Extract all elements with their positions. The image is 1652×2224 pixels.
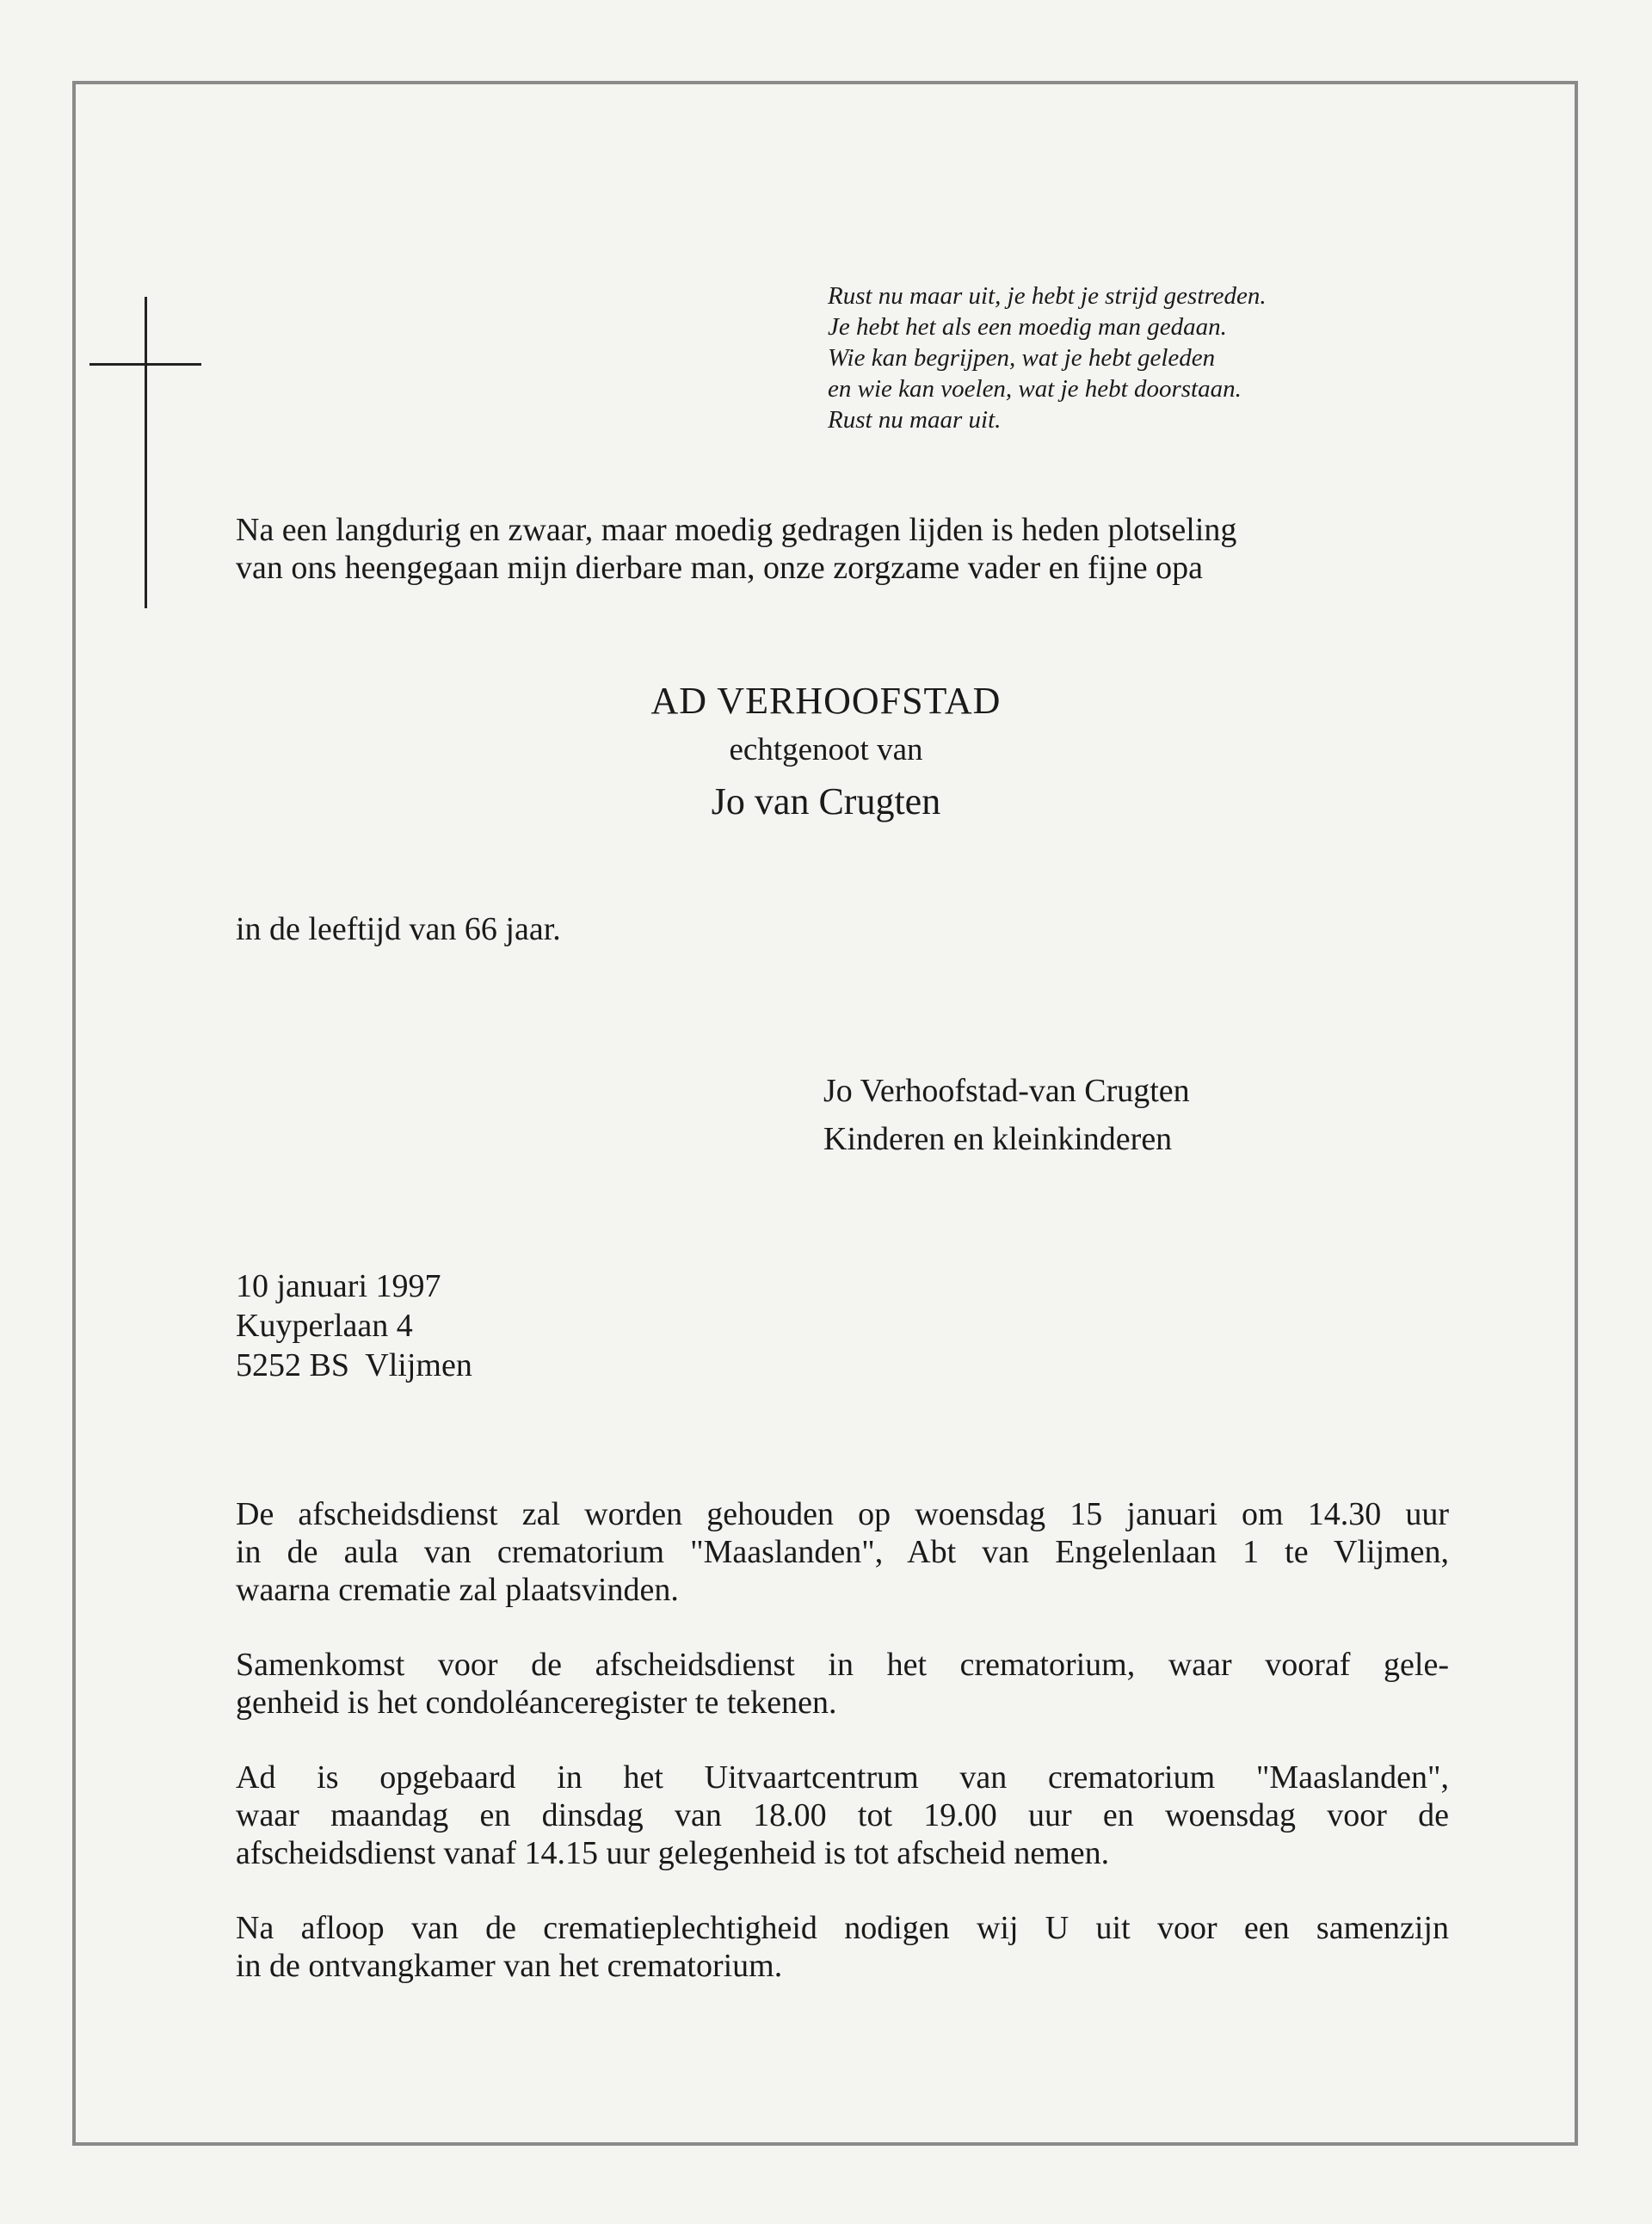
paragraph-line: Ad is opgebaard in het Uitvaartcentrum van crematorium "Maaslanden", <box>236 1759 1449 1796</box>
paragraph-line: De afscheidsdienst zal worden gehouden op woensdag 15 januari om 14.30 uur <box>236 1496 1449 1532</box>
relation-label: echtgenoot van <box>729 732 923 767</box>
paragraph-line: waarna crematie zal plaatsvinden. <box>236 1572 679 1608</box>
announcement-intro <box>236 511 1236 587</box>
signatory: Kinderen en kleinkinderen <box>823 1121 1173 1157</box>
signatories <box>823 1067 1190 1163</box>
poem <box>828 280 1267 435</box>
age-text: in de leeftijd van 66 jaar. <box>236 911 561 947</box>
poem-line: Wie kan begrijpen, wat je hebt geleden <box>828 344 1216 372</box>
paragraph-line: Na afloop van de crematieplechtigheid nodigen wij U uit voor een samenzijn <box>236 1910 1449 1946</box>
gathering-paragraph <box>236 1646 1449 1722</box>
poem-line: Je hebt het als een moedig man gedaan. <box>828 313 1227 341</box>
cross-icon-bar <box>89 363 201 366</box>
date: 10 januari 1997 <box>236 1268 441 1304</box>
deceased-name: AD VERHOOFSTAD <box>650 680 1002 722</box>
service-details <box>236 1495 1449 2022</box>
paragraph-line: in de aula van crematorium "Maaslanden", Abt van Engelenlaan 1 te Vlijmen, <box>236 1534 1449 1570</box>
service-paragraph <box>236 1495 1449 1609</box>
viewing-paragraph <box>236 1759 1449 1872</box>
paragraph-line: waar maandag en dinsdag van 18.00 tot 19.00 uur en woensdag voor de <box>236 1797 1449 1833</box>
paragraph-line: genheid is het condoléanceregister te tekenen. <box>236 1685 837 1721</box>
street: Kuyperlaan 4 <box>236 1308 413 1344</box>
cross-icon <box>145 297 147 608</box>
paragraph-line: afscheidsdienst vanaf 14.15 uur gelegenheid is tot afscheid nemen. <box>236 1835 1110 1871</box>
address-block <box>236 1266 472 1385</box>
paragraph-line: Samenkomst voor de afscheidsdienst in het crematorium, waar vooraf gele- <box>236 1647 1449 1683</box>
intro-line: van ons heengegaan mijn dierbare man, onze zorgzame vader en fijne opa <box>236 550 1204 586</box>
poem-line: Rust nu maar uit, je hebt je strijd gestreden. <box>828 282 1267 310</box>
signatory: Jo Verhoofstad-van Crugten <box>823 1073 1190 1109</box>
reception-paragraph <box>236 1909 1449 1985</box>
spouse-name: Jo van Crugten <box>711 780 941 822</box>
poem-line: en wie kan voelen, wat je hebt doorstaan. <box>828 375 1242 403</box>
paragraph-line: in de ontvangkamer van het crematorium. <box>236 1948 783 1984</box>
poem-line: Rust nu maar uit. <box>828 406 1002 434</box>
postal-city: 5252 BS Vlijmen <box>236 1347 472 1383</box>
intro-line: Na een langdurig en zwaar, maar moedig gedragen lijden is heden plotseling <box>236 512 1237 548</box>
